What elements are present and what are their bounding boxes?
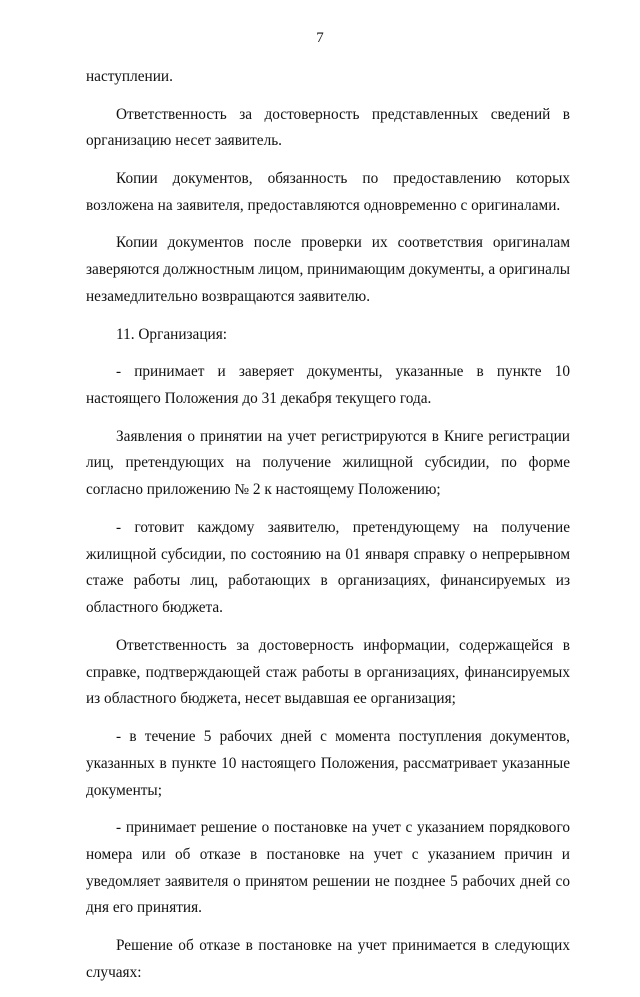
paragraph-prepares-certificate: - готовит каждому заявителю, претендующему на получение жилищной субсидии, по состоянию на 01 января справку о непрерывном стаже работы лиц, работающих в организациях, финансируемых из областного бюджета.	[86, 518, 570, 617]
paragraph-document-copies: Копии документов, обязанность по предоставлению которых возложена на заявителя, предоставляются одновременно с оригиналами.	[86, 169, 570, 214]
paragraph-continuation: наступлении.	[86, 68, 173, 85]
paragraph-responsibility-info: Ответственность за достоверность представленных сведений в организацию несет заявитель.	[86, 105, 570, 150]
paragraph-certificate-responsibility: Ответственность за достоверность информации, содержащейся в справке, подтверждающей стаж работы в организациях, финансируемых из областного бюджета, несет выдавшая ее организация;	[86, 636, 570, 708]
page-number: 7	[316, 30, 324, 46]
paragraph-accepts-documents: - принимает и заверяет документы, указанные в пункте 10 настоящего Положения до 31 декабря текущего года.	[86, 363, 570, 407]
paragraph-refusal-cases: Решение об отказе в постановке на учет принимается в следующих случаях:	[86, 937, 570, 981]
paragraph-registration-book: Заявления о принятии на учет регистрируются в Книге регистрации лиц, претендующих на получение жилищной субсидии, по форме согласно приложению № 2 к настоящему Положению;	[86, 427, 570, 499]
paragraph-review-period: - в течение 5 рабочих дней с момента поступления документов, указанных в пункте 10 настоящего Положения, рассматривает указанные документы;	[86, 727, 570, 799]
paragraph-organization-heading: 11. Организация:	[116, 325, 227, 343]
document-body	[86, 64, 570, 997]
paragraph-registration-decision: - принимает решение о постановке на учет с указанием порядкового номера или об отказе в постановке на учет с указанием причин и уведомляет заявителя о принятом решении не позднее 5 рабочих дней со дня его принятия.	[86, 819, 570, 917]
paragraph-copies-certification: Копии документов после проверки их соответствия оригиналам заверяются должностным лицом, принимающим документы, а оригиналы незамедлительно возвращаются заявителю.	[86, 234, 570, 305]
